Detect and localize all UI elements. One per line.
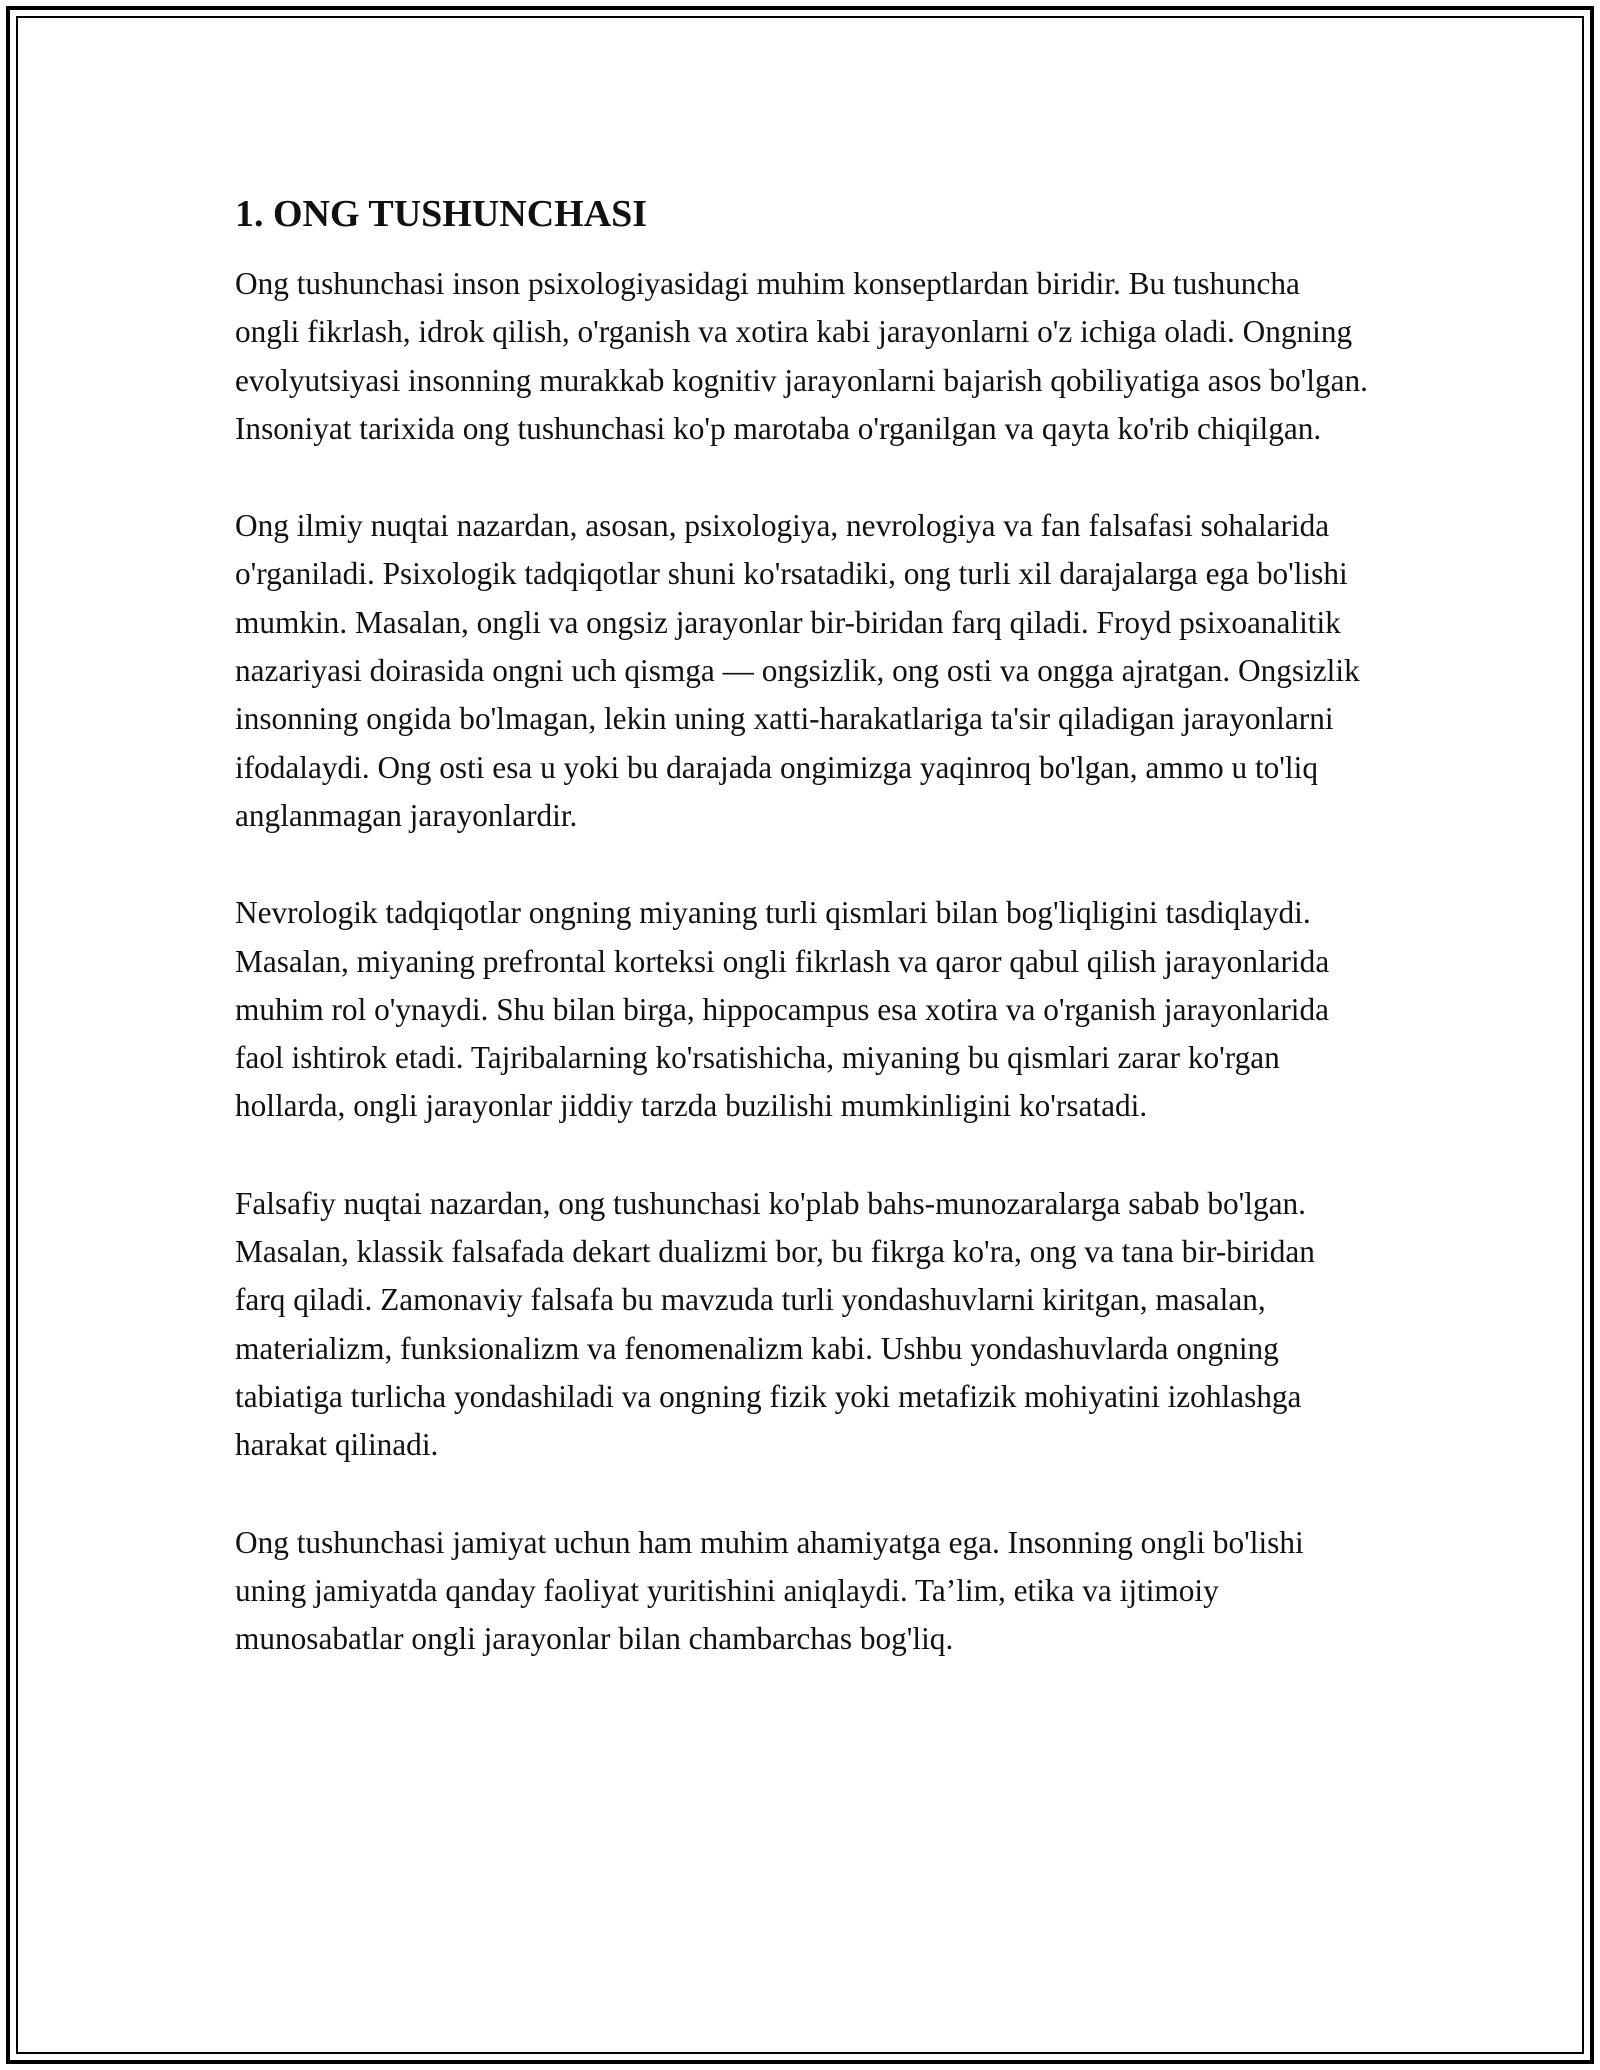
document-body — [235, 188, 1370, 1712]
paragraph-4: Falsafiy nuqtai nazardan, ong tushunchasi ko'plab bahs-munozaralarga sabab bo'lgan. Masalan, klassik falsafada dekart dualizmi bor, bu fikrga ko'ra, ong va tana bir-biridan farq qiladi. Zamonaviy falsafa bu mavzuda turli yondashuvlarni kiritgan, masalan, materializm, funksionalizm va fenomenalizm kabi. Ushbu yondashuvlarda ongning tabiatiga turlicha yondashiladi va ongning fizik yoki metafizik mohiyatini izohlashga harakat qilinadi. — [235, 1185, 1315, 1463]
section-heading: 1. ONG TUSHUNCHASI — [235, 193, 648, 235]
paragraph-3: Nevrologik tadqiqotlar ongning miyaning turli qismlari bilan bog'liqligini tasdiqlaydi. Masalan, miyaning prefrontal korteksi ongli fikrlash va qaror qabul qilish jarayonlarida muhim rol o'ynaydi. Shu bilan birga, hippocampus esa xotira va o'rganish jarayonlarida faol ishtirok etadi. Tajribalarning ko'rsatishicha, miyaning bu qismlari zarar ko'rgan hollarda, ongli jarayonlar jiddiy tarzda buzilishi mumkinligini ko'rsatadi. — [235, 895, 1330, 1124]
paragraph-2: Ong ilmiy nuqtai nazardan, asosan, psixologiya, nevrologiya va fan falsafasi sohalarida o'rganiladi. Psixologik tadqiqotlar shuni ko'rsatadiki, ong turli xil darajalarga ega bo'lishi mumkin. Masalan, ongli va ongsiz jarayonlar bir-biridan farq qiladi. Froyd psixoanalitik nazariyasi doirasida ongni uch qismga — ongsizlik, ong osti va ongga ajratgan. Ongsizlik insonning ongida bo'lmagan, lekin uning xatti-harakatlariga ta'sir qiladigan jarayonlarni ifodalaydi. Ong osti esa u yoki bu darajada ongimizga yaqinroq bo'lgan, ammo u to'liq anglanmagan jarayonlardir. — [235, 508, 1360, 833]
paragraph-5: Ong tushunchasi jamiyat uchun ham muhim ahamiyatga ega. Insonning ongli bo'lishi uning jamiyatda qanday faoliyat yuritishini aniqlaydi. Ta’lim, etika va ijtimoiy munosabatlar ongli jarayonlar bilan chambarchas bog'liq. — [235, 1524, 1304, 1657]
paragraph-1: Ong tushunchasi inson psixologiyasidagi muhim konseptlardan biridir. Bu tushuncha ongli fikrlash, idrok qilish, o'rganish va xotira kabi jarayonlarni o'z ichiga oladi. Ongning evolyutsiyasi insonning murakkab kognitiv jarayonlarni bajarish qobiliyatiga asos bo'lgan. Insoniyat tarixida ong tushunchasi ko'p marotaba o'rganilgan va qayta ko'rib chiqilgan. — [235, 266, 1368, 446]
